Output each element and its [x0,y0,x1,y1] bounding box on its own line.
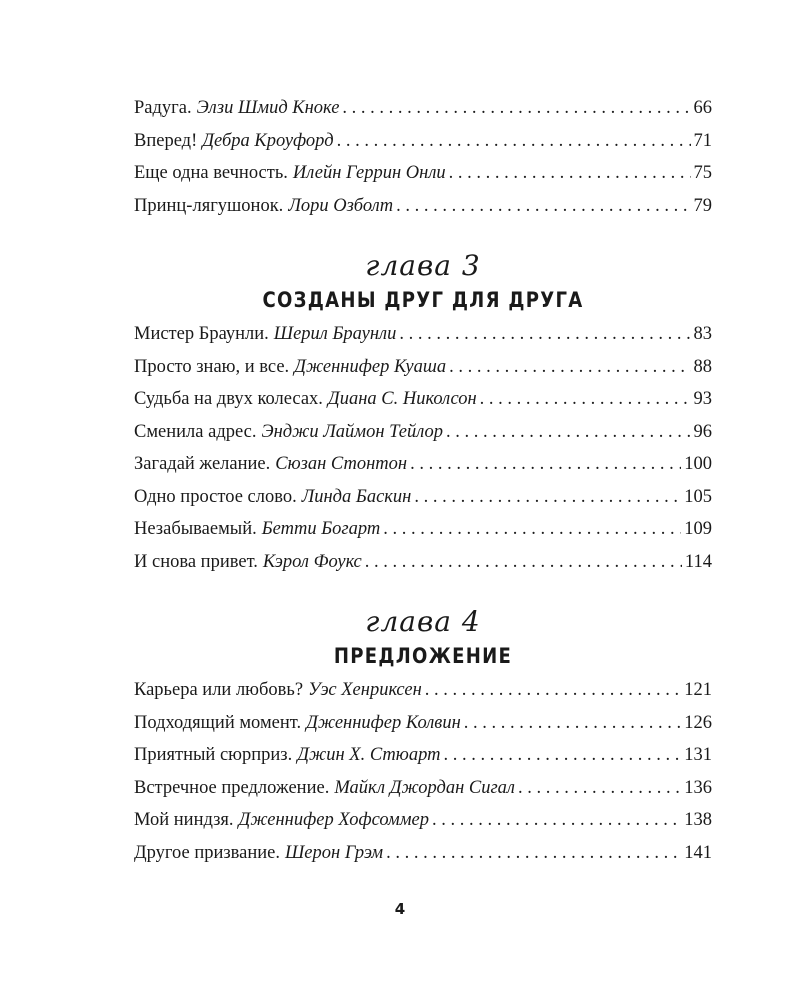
dot-leader [443,739,681,772]
entry-author: Илейн Геррин Онли [292,163,446,183]
toc-entry [134,481,712,514]
page-number: 4 [394,900,406,918]
dot-leader [399,318,690,351]
dot-leader [414,481,681,514]
toc-entry [134,674,712,707]
entry-page: 75 [693,163,712,183]
toc-entry [134,546,712,579]
dot-leader [480,383,691,416]
entry-title: Просто знаю, и все. [134,356,290,377]
entry-author: Дженнифер Колвин [306,712,461,733]
entry-title: И снова привет. [134,551,258,572]
entry-title: Другое призвание. [134,842,281,863]
entry-page: 71 [693,130,712,151]
chapter-number: глава 3 [365,249,481,282]
entry-page: 126 [684,712,712,733]
entry-author: Энджи Лаймон Тейлор [261,421,444,442]
toc-entry [134,837,712,870]
entry-title: Вперед! [134,130,198,151]
entry-page: 88 [693,356,712,377]
entry-page: 105 [684,486,712,507]
entry-page: 136 [684,777,712,798]
entry-page: 141 [684,842,712,863]
entry-page: 83 [693,324,712,344]
entry-page: 138 [684,810,712,830]
toc-entry [134,351,712,384]
toc-entry [134,448,712,481]
entry-author: Бетти Богарт [261,519,381,539]
entry-author: Джин Х. Стюарт [297,745,441,765]
toc-entry [134,416,712,449]
entry-page: 109 [684,519,712,539]
entry-title: Радуга. [134,98,192,118]
toc-entry [134,318,712,351]
entry-title: Принц-лягушонок. [134,195,284,216]
entry-author: Дженнифер Хофсоммер [238,810,430,830]
chapter-number: глава 4 [365,605,481,638]
entry-author: Кэрол Фоукс [262,551,362,572]
toc-section [134,246,712,578]
toc-entry [134,739,712,772]
entry-author: Шерон Грэм [285,842,384,863]
table-of-contents [134,92,712,869]
entry-page: 66 [693,98,712,118]
toc-section [134,92,712,222]
chapter-title: СОЗДАНЫ ДРУГ ДЛЯ ДРУГА [262,288,584,312]
entry-title: Судьба на двух колесах. [134,389,323,409]
entry-page: 96 [693,421,712,442]
toc-entry [134,92,712,125]
entry-title: Одно простое слово. [134,486,297,507]
entry-title: Еще одна вечность. [134,163,288,183]
entry-title: Сменила адрес. [134,421,257,442]
dot-leader [410,448,681,481]
entry-title: Карьера или любовь? [134,680,304,700]
dot-leader [383,513,681,546]
dot-leader [342,92,690,125]
entry-title: Мистер Браунли. [134,324,269,344]
entry-page: 114 [684,551,712,572]
toc-entry [134,383,712,416]
dot-leader [337,125,691,158]
toc-entry [134,157,712,190]
dot-leader [396,190,690,223]
entry-page: 93 [693,389,712,409]
chapter-header [134,602,712,670]
entry-title: Мой ниндзя. [134,810,234,830]
entry-page: 131 [684,745,712,765]
entry-title: Приятный сюрприз. [134,745,293,765]
entry-author: Сюзан Стонтон [275,454,408,474]
entry-author: Линда Баскин [301,486,412,507]
entry-title: Загадай желание. [134,454,271,474]
entry-author: Дженнифер Куаша [294,356,447,377]
dot-leader [449,157,691,190]
entry-author: Лори Озболт [288,195,394,216]
toc-section [134,602,712,869]
chapter-title: ПРЕДЛОЖЕНИЕ [333,644,513,668]
toc-entry [134,125,712,158]
toc-entry [134,804,712,837]
entry-author: Диана С. Николсон [327,389,477,409]
entry-author: Майкл Джордан Сигал [334,777,516,798]
dot-leader [425,674,681,707]
dot-leader [464,707,681,740]
dot-leader [446,416,690,449]
dot-leader [449,351,690,384]
dot-leader [518,772,681,805]
toc-entry [134,707,712,740]
toc-entry [134,513,712,546]
dot-leader [432,804,681,837]
entry-page: 121 [684,680,712,700]
entry-page: 100 [684,454,712,474]
entry-page: 79 [693,195,712,216]
entry-author: Дебра Кроуфорд [202,130,334,151]
entry-title: Подходящий момент. [134,712,302,733]
chapter-header [134,246,712,314]
entry-title: Незабываемый. [134,519,257,539]
toc-entry [134,772,712,805]
entry-author: Уэс Хенриксен [308,680,422,700]
dot-leader [365,546,682,579]
dot-leader [386,837,681,870]
entry-author: Элзи Шмид Кноке [196,98,340,118]
entry-author: Шерил Браунли [273,324,397,344]
toc-entry [134,190,712,223]
entry-title: Встречное предложение. [134,777,330,798]
